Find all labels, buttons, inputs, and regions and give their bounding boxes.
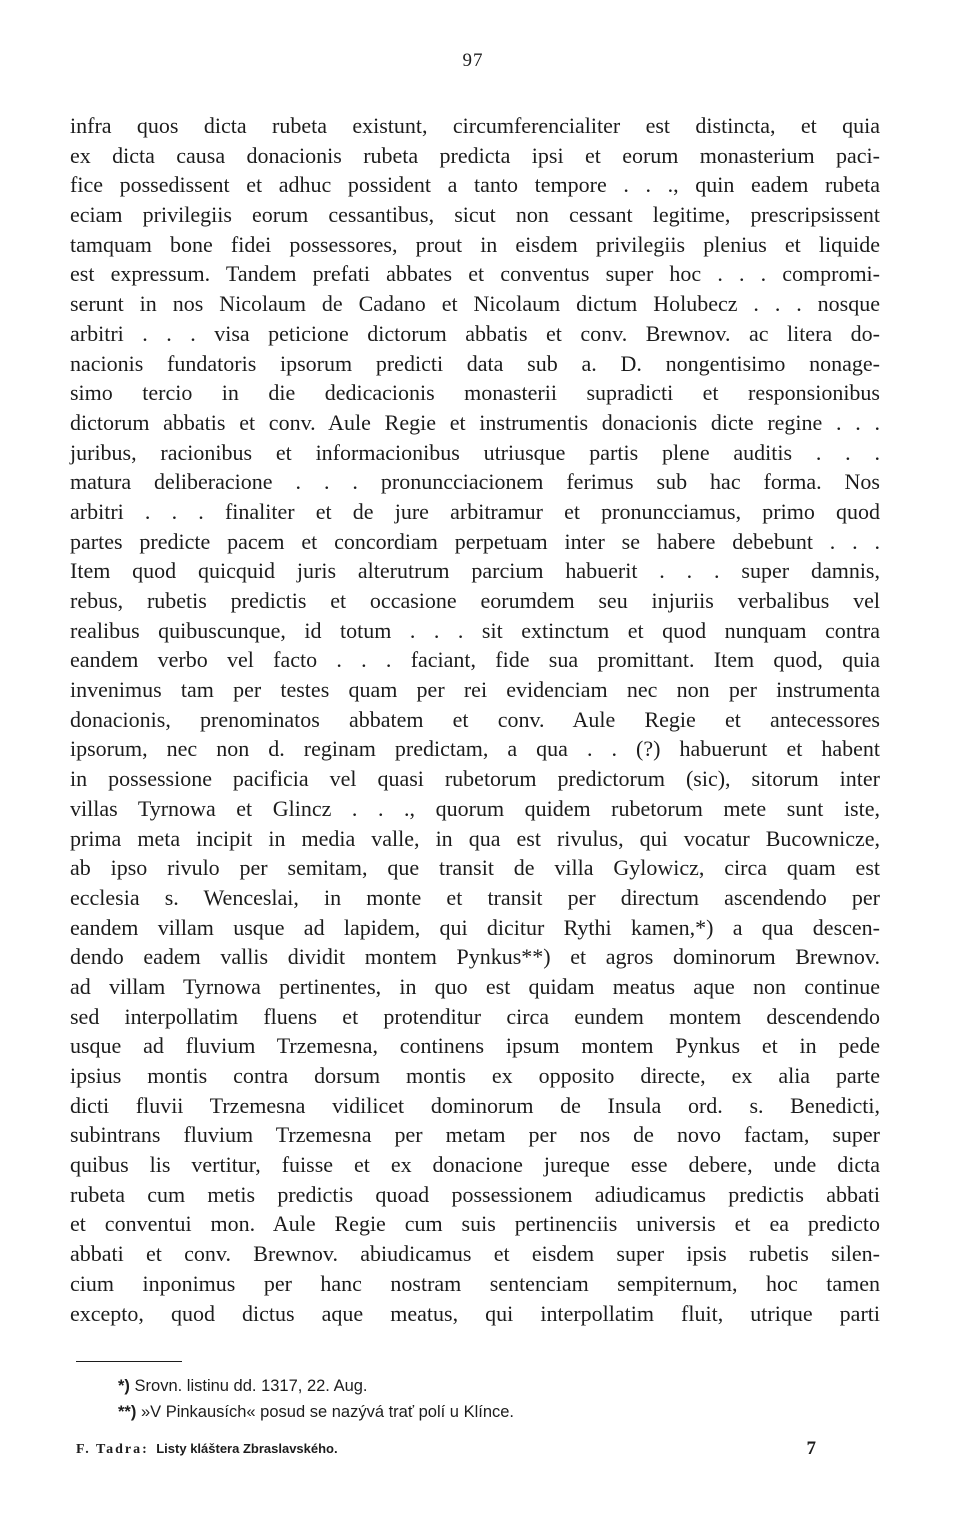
text-line: infra quos dicta rubeta existunt, circumferencialiter est distincta, et quia (70, 113, 880, 138)
footnote-mark: *) (118, 1377, 130, 1395)
text-line: abbati et conv. Brewnov. abiudicamus et eisdem super ipsis rubetis silen- (70, 1241, 880, 1267)
text-line: eandem verbo vel facto . . . faciant, fide sua promittant. Item quod, quia (70, 647, 880, 673)
text-line: matura deliberacione . . . pronuncciacionem ferimus sub hac forma. Nos (70, 469, 880, 495)
text-line: rebus, rubetis predictis et occasione eorumdem seu injuriis verbalibus vel (70, 588, 880, 613)
text-line: cium inponimus per hanc nostram sentenciam sempiternum, hoc tamen (70, 1270, 880, 1296)
text-line: excepto, quod dictus aque meatus, qui interpollatim fluit, utrique parti (70, 1300, 880, 1326)
text-line: juribus, racionibus et informacionibus utriusque partis plene auditis . . . (70, 439, 880, 465)
footnote-divider (76, 1361, 182, 1362)
footnote-mark: **) (118, 1403, 137, 1421)
text-line: invenimus tam per testes quam per rei evidenciam nec non per instrumenta (70, 677, 880, 703)
text-line: arbitri . . . visa peticione dictorum abbatis et conv. Brewnov. ac litera do- (70, 320, 880, 346)
text-line: donacionis, prenominatos abbatem et conv. Aule Regie et antecessores (70, 706, 880, 732)
text-line: partes predicte pacem et concordiam perpetuam inter se habere debebunt . . . (70, 528, 880, 554)
text-line: simo tercio in die dedicacionis monasterii supradicti et responsionibus (70, 380, 880, 406)
text-line: quibus lis vertitur, fuisse et ex donacione jureque esse debere, unde dicta (70, 1152, 880, 1178)
footer-sheet-number: 7 (806, 1438, 816, 1459)
footer-author: F. Tadra: (76, 1442, 149, 1457)
footnote-1 (118, 1373, 514, 1399)
text-line: ecclesia s. Wenceslai, in monte et transit per directum ascendendo per (70, 884, 880, 910)
text-line: arbitri . . . finaliter et de jure arbitramur et pronuncciamus, primo quod (70, 498, 880, 524)
text-line: dendo eadem vallis dividit montem Pynkus**) et agros dominorum Brewnov. (70, 944, 880, 970)
text-line: realibus quibuscunque, id totum . . . sit extinctum et quod nunquam contra (70, 617, 880, 643)
footnote-text: Srovn. listinu dd. 1317, 22. Aug. (134, 1377, 368, 1395)
text-line: in possessione pacificia vel quasi rubetorum predictorum (sic), sitorum inter (70, 766, 880, 792)
text-line: prima meta incipit in media valle, in qua est rivulus, qui vocatur Bucownicze, (70, 825, 880, 851)
page-footer (76, 1437, 816, 1461)
text-line: fice possedissent et adhuc possident a tanto tempore . . ., quin eadem rubeta (70, 172, 880, 198)
text-line: nacionis fundatoris ipsorum predicti data sub a. D. nongentisimo nonage- (70, 350, 880, 376)
footer-title: Listy kláštera Zbraslavského. (156, 1441, 338, 1456)
text-line: dictorum abbatis et conv. Aule Regie et instrumentis donacionis dicte regine . . . (70, 409, 880, 435)
text-line: est expressum. Tandem prefati abbates et conventus super hoc . . . compromi- (70, 261, 880, 287)
text-line: ipsorum, nec non d. reginam predictam, a qua . . (?) habuerunt et habent (70, 736, 880, 762)
text-line: Item quod quicquid juris alterutrum parcium habuerit . . . super damnis, (70, 558, 880, 584)
text-line: villas Tyrnowa et Glincz . . ., quorum quidem rubetorum mete sunt iste, (70, 795, 880, 821)
text-line: eandem villam usque ad lapidem, qui dicitur Rythi kamen,*) a qua descen- (70, 914, 880, 940)
text-line: ex dicta causa donacionis rubeta predicta ipsi et eorum monasterium paci- (70, 142, 880, 168)
text-line: tamquam bone fidei possessores, prout in eisdem privilegiis plenius et liquide (70, 231, 880, 257)
text-line: et conventui mon. Aule Regie cum suis pertinenciis universis et ea predicto (70, 1211, 880, 1237)
text-line: ab ipso rivulo per semitam, que transit de villa Gylowicz, circa quam est (70, 855, 880, 881)
footnotes (118, 1373, 514, 1425)
footnote-2 (118, 1399, 514, 1425)
page-number: 97 (462, 50, 484, 71)
text-line: eciam privilegiis eorum cessantibus, sicut non cessant legitime, prescripsissent (70, 202, 880, 228)
text-line: sed interpollatim fluens et protenditur circa eundem montem descendendo (70, 1003, 880, 1029)
text-line: dicti fluvii Trzemesna vidilicet dominorum de Insula ord. s. Benedicti, (70, 1092, 880, 1118)
text-line: usque ad fluvium Trzemesna, continens ipsum montem Pynkus et in pede (70, 1033, 880, 1059)
text-line: serunt in nos Nicolaum de Cadano et Nicolaum dictum Holubecz . . . nosque (70, 291, 880, 317)
footnote-text: »V Pinkausích« posud se nazývá trať polí u Klínce. (140, 1403, 515, 1421)
text-line: subintrans fluvium Trzemesna per metam per nos de novo factam, super (70, 1122, 880, 1148)
text-line: ad villam Tyrnowa pertinentes, in quo est quidam meatus aque non continue (70, 973, 880, 999)
body-text (70, 111, 880, 1328)
text-line: ipsius montis contra dorsum montis ex opposito directe, ex alia parte (70, 1063, 880, 1088)
text-line: rubeta cum metis predictis quoad possessionem adiudicamus predictis abbati (70, 1181, 880, 1207)
